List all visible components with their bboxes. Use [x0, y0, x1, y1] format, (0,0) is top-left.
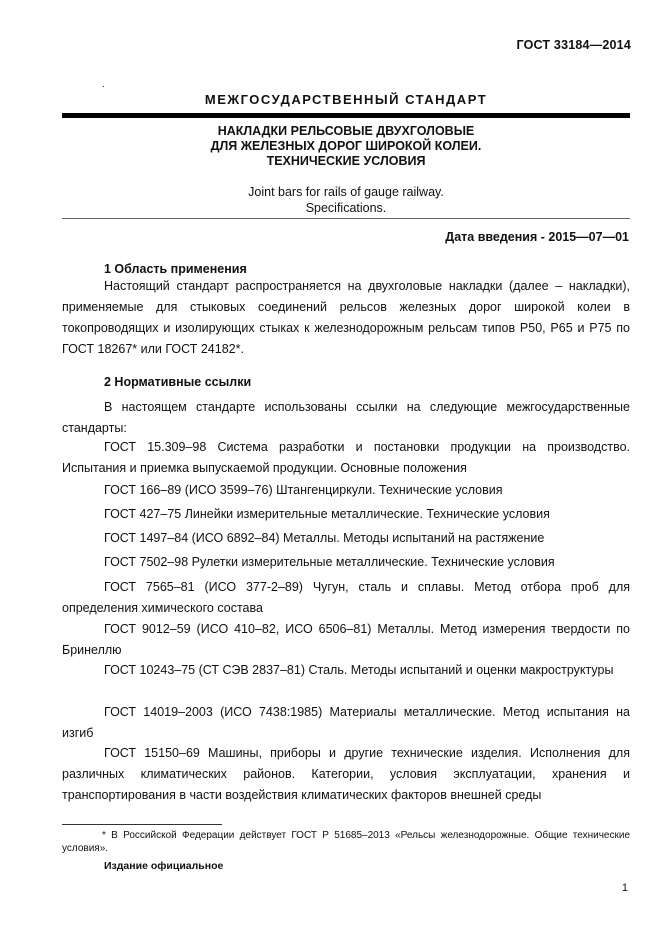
reference-item [62, 528, 630, 549]
paragraph: ГОСТ 427–75 Линейки измерительные металлические. Технические условия [104, 507, 550, 521]
document-number: ГОСТ 33184—2014 [516, 38, 631, 52]
footnote-divider [62, 824, 222, 825]
paragraph: ГОСТ 166–89 (ИСО 3599–76) Штангенциркули. Технические условия [104, 483, 503, 497]
english-title-line: Specifications. [305, 201, 387, 215]
section-heading-references: 2 Нормативные ссылки [104, 375, 252, 389]
reference-item [62, 702, 630, 744]
reference-item [62, 480, 630, 501]
section-body-scope [62, 276, 630, 360]
english-title-line: Joint bars for rails of gauge railway. [248, 185, 444, 199]
paragraph: ГОСТ 15150–69 Машины, приборы и другие технические изделия. Исполнения для различных климатических районов. Категории, условия эксплуатации, хранения и транспортирования в части воздействия климатических факторов внешней среды [62, 746, 630, 802]
paragraph: ГОСТ 10243–75 (СТ СЭВ 2837–81) Сталь. Методы испытаний и оценки макроструктуры [104, 663, 614, 677]
paragraph: Настоящий стандарт распространяется на двухголовые накладки (далее – накладки), применяемые для стыковых соединений рельсов железных дорог широкой колеи в токопроводящих и изолирующих стыках к железнодорожным рельсам типов Р50, Р65 и Р75 по ГОСТ 18267* или ГОСТ 24182*. [62, 279, 630, 356]
standard-title [62, 124, 630, 169]
reference-item [62, 619, 630, 661]
introduction-date: Дата введения - 2015—07—01 [445, 230, 629, 244]
title-line: ДЛЯ ЖЕЛЕЗНЫХ ДОРОГ ШИРОКОЙ КОЛЕИ. [210, 139, 482, 153]
reference-item [62, 504, 630, 525]
thick-divider [62, 113, 630, 118]
page-number: 1 [621, 882, 628, 894]
reference-item [62, 552, 630, 573]
paragraph: ГОСТ 9012–59 (ИСО 410–82, ИСО 6506–81) Металлы. Метод измерения твердости по Бринеллю [62, 622, 630, 657]
paragraph: ГОСТ 7502–98 Рулетки измерительные металлические. Технические условия [104, 555, 555, 569]
edition-label: Издание официальное [104, 860, 224, 872]
stray-dot: . [102, 79, 105, 90]
reference-item [62, 743, 630, 806]
footnote: * В Российской Федерации действует ГОСТ Р 51685–2013 «Рельсы железнодорожные. Общие технические условия». [62, 830, 630, 854]
reference-item [62, 660, 630, 681]
paragraph: ГОСТ 1497–84 (ИСО 6892–84) Металлы. Методы испытаний на растяжение [104, 531, 545, 545]
paragraph: ГОСТ 14019–2003 (ИСО 7438:1985) Материалы металлические. Метод испытания на изгиб [62, 705, 630, 740]
standard-kind: МЕЖГОСУДАРСТВЕННЫЙ СТАНДАРТ [204, 92, 488, 107]
section-heading-scope: 1 Область применения [104, 262, 247, 276]
reference-item [62, 577, 630, 619]
title-line: ТЕХНИЧЕСКИЕ УСЛОВИЯ [266, 154, 426, 168]
reference-item [62, 437, 630, 479]
paragraph: В настоящем стандарте использованы ссылки на следующие межгосударственные стандарты: [62, 400, 630, 435]
thin-divider [62, 218, 630, 219]
paragraph: ГОСТ 7565–81 (ИСО 377-2–89) Чугун, сталь и сплавы. Метод отбора проб для определения химического состава [62, 580, 630, 615]
paragraph-block [62, 397, 630, 439]
title-line: НАКЛАДКИ РЕЛЬСОВЫЕ ДВУХГОЛОВЫЕ [217, 124, 475, 138]
english-title [62, 184, 630, 216]
paragraph: ГОСТ 15.309–98 Система разработки и постановки продукции на производство. Испытания и приемка выпускаемой продукции. Основные положения [62, 440, 630, 475]
